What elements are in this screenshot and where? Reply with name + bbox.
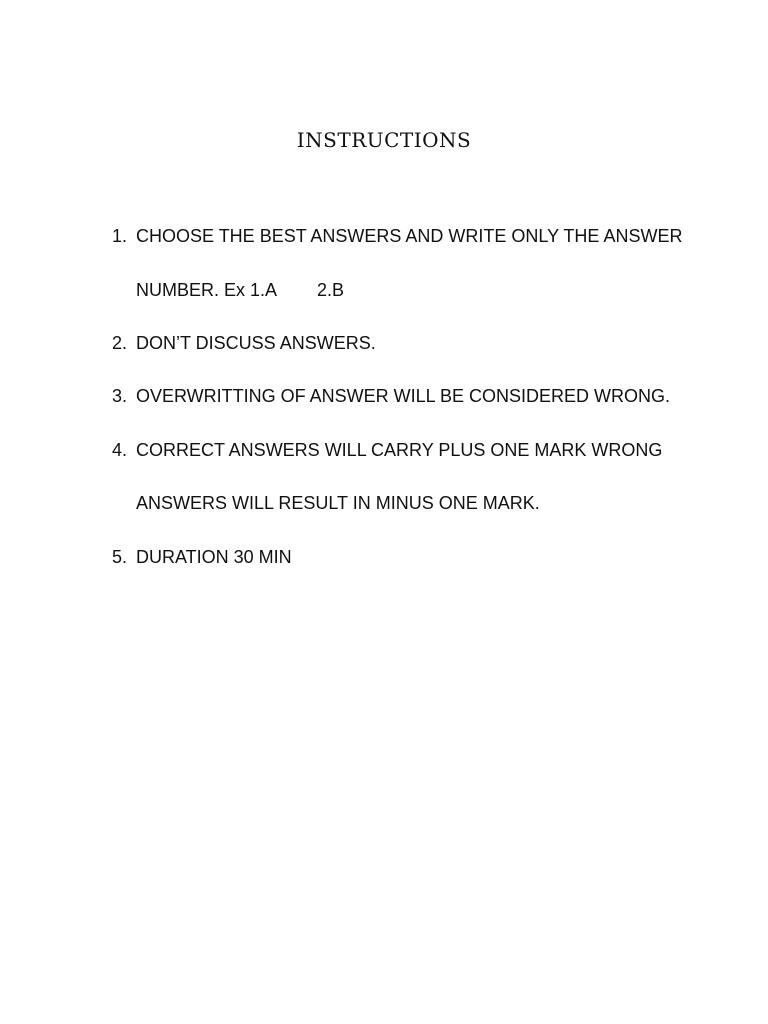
list-item-number: 2. xyxy=(112,333,128,353)
list-item-text: CHOOSE THE BEST ANSWERS AND WRITE ONLY THE ANSWER xyxy=(136,226,683,246)
page-title: INSTRUCTIONS xyxy=(296,128,472,152)
list-item-text-cont xyxy=(136,280,344,301)
list-item-text: CORRECT ANSWERS WILL CARRY PLUS ONE MARK WRONG xyxy=(136,440,663,460)
list-item-text: OVERWRITTING OF ANSWER WILL BE CONSIDERED WRONG. xyxy=(136,386,671,406)
list-item-number: 5. xyxy=(112,547,128,567)
list-item-text-cont: ANSWERS WILL RESULT IN MINUS ONE MARK. xyxy=(136,493,540,513)
list-item-text: DON’T DISCUSS ANSWERS. xyxy=(136,333,376,353)
example-label: NUMBER. Ex 1.A xyxy=(136,280,278,300)
list-item-number: 4. xyxy=(112,440,128,460)
list-item-number: 1. xyxy=(112,226,128,246)
list-item-text: DURATION 30 MIN xyxy=(136,547,292,567)
example-second: 2.B xyxy=(317,280,345,300)
list-item-number: 3. xyxy=(112,386,128,406)
